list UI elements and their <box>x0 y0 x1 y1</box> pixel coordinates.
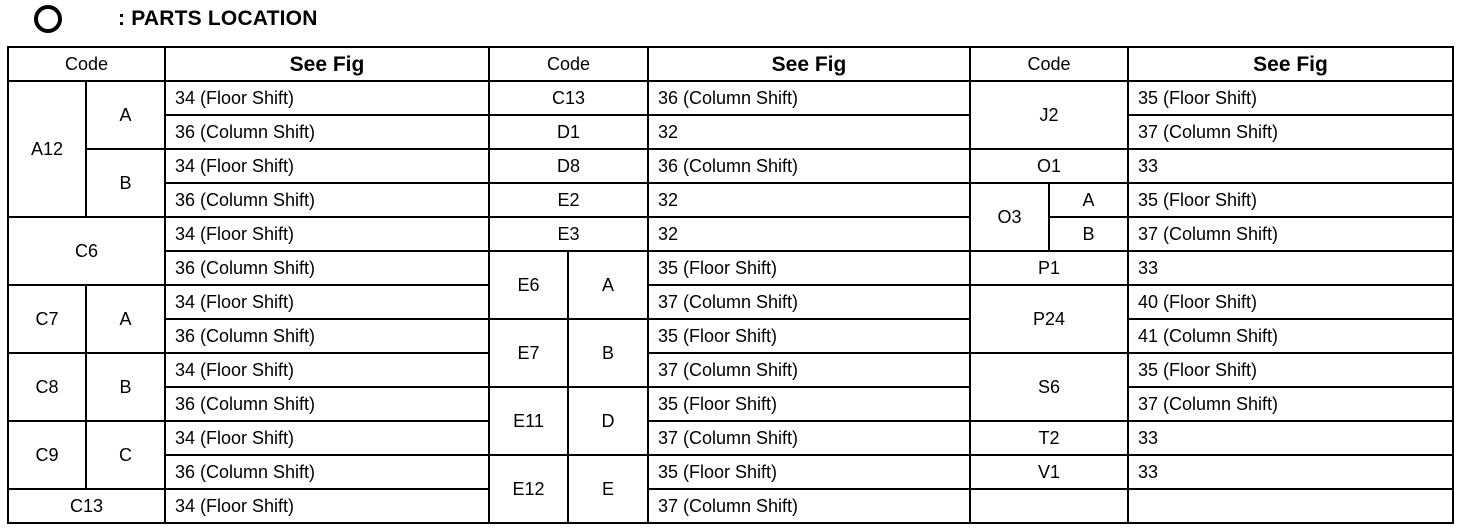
fig-cell: 37 (Column Shift) <box>648 285 970 319</box>
code-cell: E6 <box>489 251 568 319</box>
table-row <box>8 149 1453 183</box>
table-row <box>8 285 1453 319</box>
fig-cell: 32 <box>648 183 970 217</box>
fig-cell: 34 (Floor Shift) <box>165 353 489 387</box>
fig-cell: 37 (Column Shift) <box>1128 115 1453 149</box>
sub-code-cell: B <box>1049 217 1128 251</box>
fig-cell: 36 (Column Shift) <box>648 149 970 183</box>
sub-code-cell: E <box>568 455 648 523</box>
code-cell: C7 <box>8 285 86 353</box>
page-title-bar <box>34 4 318 34</box>
fig-cell: 36 (Column Shift) <box>648 81 970 115</box>
code-cell: C8 <box>8 353 86 421</box>
column-header-see-fig: See Fig <box>165 47 489 81</box>
code-cell: E3 <box>489 217 648 251</box>
table-row <box>8 353 1453 387</box>
sub-code-cell: A <box>1049 183 1128 217</box>
fig-cell: 36 (Column Shift) <box>165 251 489 285</box>
fig-cell: 37 (Column Shift) <box>1128 217 1453 251</box>
sub-code-cell: A <box>568 251 648 319</box>
fig-cell: 36 (Column Shift) <box>165 183 489 217</box>
fig-cell: 32 <box>648 217 970 251</box>
code-cell: O1 <box>970 149 1128 183</box>
table-row <box>8 183 1453 217</box>
fig-cell: 35 (Floor Shift) <box>1128 183 1453 217</box>
fig-cell: 35 (Floor Shift) <box>648 319 970 353</box>
code-cell: E11 <box>489 387 568 455</box>
table-row <box>8 81 1453 115</box>
code-cell: S6 <box>970 353 1128 421</box>
fig-cell: 35 (Floor Shift) <box>648 455 970 489</box>
fig-cell: 33 <box>1128 149 1453 183</box>
column-header-code: Code <box>489 47 648 81</box>
fig-cell: 37 (Column Shift) <box>648 489 970 523</box>
sub-code-cell: C <box>86 421 165 489</box>
table-row <box>8 489 1453 523</box>
fig-cell: 34 (Floor Shift) <box>165 81 489 115</box>
code-cell: D1 <box>489 115 648 149</box>
fig-cell: 34 (Floor Shift) <box>165 421 489 455</box>
column-header-code: Code <box>970 47 1128 81</box>
fig-cell: 36 (Column Shift) <box>165 387 489 421</box>
table-row <box>8 115 1453 149</box>
code-cell: V1 <box>970 455 1128 489</box>
sub-code-cell: B <box>86 149 165 217</box>
empty-code-cell <box>970 489 1128 523</box>
fig-cell: 40 (Floor Shift) <box>1128 285 1453 319</box>
code-cell: C13 <box>489 81 648 115</box>
code-cell: E2 <box>489 183 648 217</box>
circle-icon <box>34 5 62 33</box>
fig-cell: 34 (Floor Shift) <box>165 489 489 523</box>
fig-cell: 36 (Column Shift) <box>165 115 489 149</box>
sub-code-cell: B <box>86 353 165 421</box>
code-cell: J2 <box>970 81 1128 149</box>
sub-code-cell: A <box>86 285 165 353</box>
sub-code-cell: A <box>86 81 165 149</box>
table-row <box>8 251 1453 285</box>
table-row <box>8 455 1453 489</box>
sub-code-cell: D <box>568 387 648 455</box>
fig-cell: 41 (Column Shift) <box>1128 319 1453 353</box>
code-cell: C9 <box>8 421 86 489</box>
header-row <box>8 47 1453 81</box>
table-row <box>8 421 1453 455</box>
fig-cell: 37 (Column Shift) <box>648 421 970 455</box>
code-cell: C13 <box>8 489 165 523</box>
code-cell: E12 <box>489 455 568 523</box>
code-cell: P1 <box>970 251 1128 285</box>
fig-cell: 35 (Floor Shift) <box>1128 81 1453 115</box>
empty-fig-cell <box>1128 489 1453 523</box>
parts-location-table <box>7 46 1454 524</box>
fig-cell: 35 (Floor Shift) <box>648 251 970 285</box>
sub-code-cell: B <box>568 319 648 387</box>
fig-cell: 37 (Column Shift) <box>648 353 970 387</box>
code-cell: O3 <box>970 183 1049 251</box>
fig-cell: 35 (Floor Shift) <box>648 387 970 421</box>
fig-cell: 34 (Floor Shift) <box>165 149 489 183</box>
table-row <box>8 387 1453 421</box>
fig-cell: 32 <box>648 115 970 149</box>
column-header-see-fig: See Fig <box>1128 47 1453 81</box>
table-row <box>8 319 1453 353</box>
code-cell: A12 <box>8 81 86 217</box>
table-row <box>8 217 1453 251</box>
code-cell: E7 <box>489 319 568 387</box>
fig-cell: 37 (Column Shift) <box>1128 387 1453 421</box>
fig-cell: 35 (Floor Shift) <box>1128 353 1453 387</box>
page-title: : PARTS LOCATION <box>118 7 318 30</box>
fig-cell: 36 (Column Shift) <box>165 455 489 489</box>
fig-cell: 34 (Floor Shift) <box>165 285 489 319</box>
fig-cell: 36 (Column Shift) <box>165 319 489 353</box>
fig-cell: 33 <box>1128 421 1453 455</box>
fig-cell: 33 <box>1128 251 1453 285</box>
code-cell: T2 <box>970 421 1128 455</box>
code-cell: D8 <box>489 149 648 183</box>
fig-cell: 33 <box>1128 455 1453 489</box>
code-cell: C6 <box>8 217 165 285</box>
column-header-code: Code <box>8 47 165 81</box>
code-cell: P24 <box>970 285 1128 353</box>
fig-cell: 34 (Floor Shift) <box>165 217 489 251</box>
column-header-see-fig: See Fig <box>648 47 970 81</box>
